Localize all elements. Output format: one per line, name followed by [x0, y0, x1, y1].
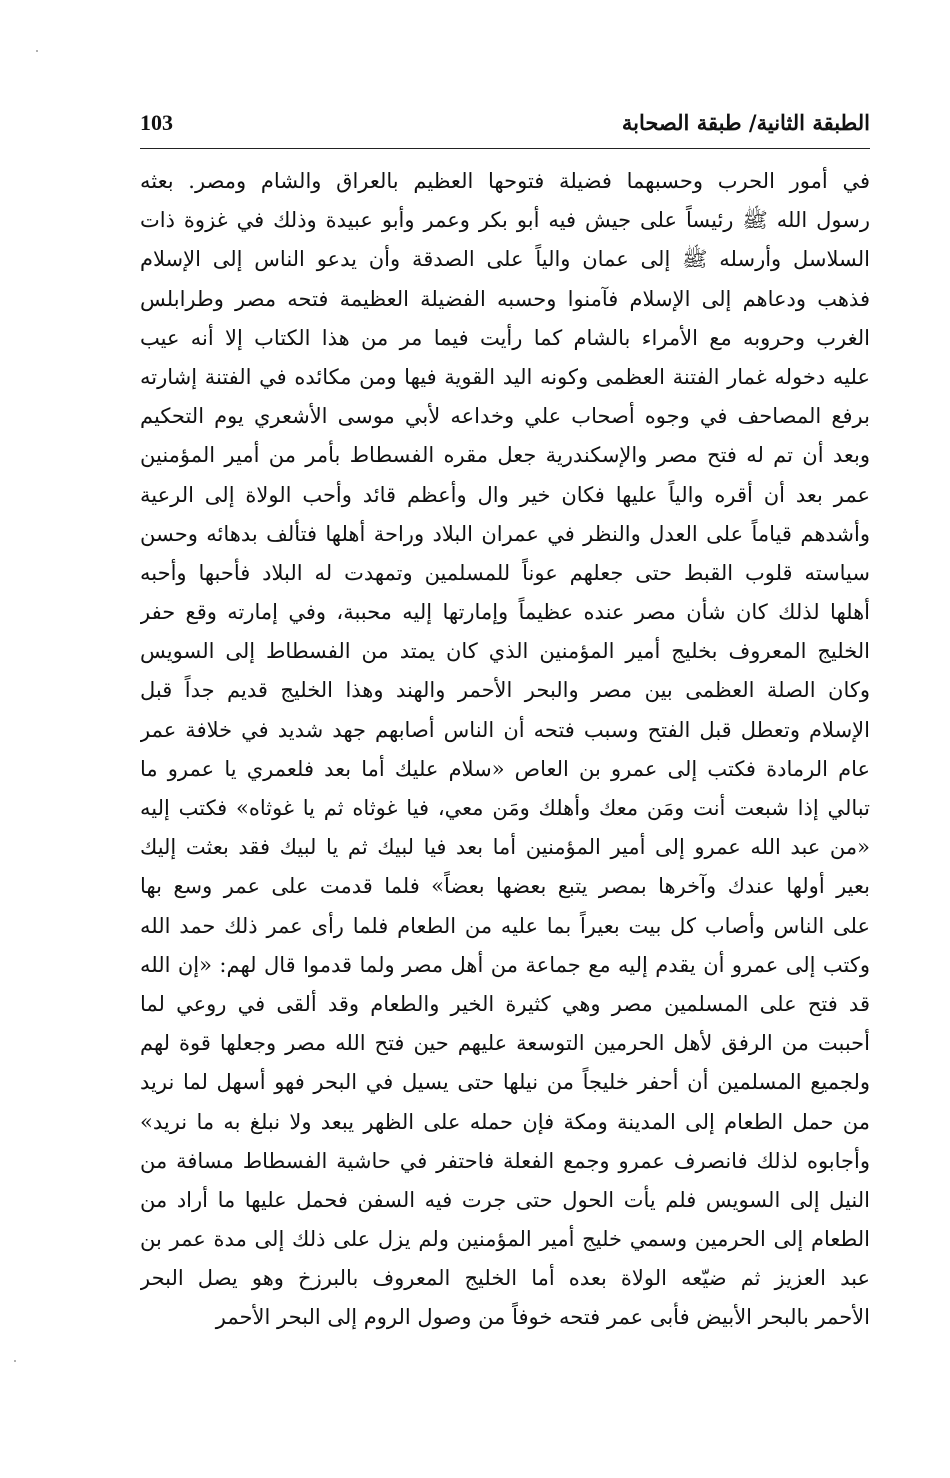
text-line: السلاسل وأرسله ﷺ إلى عمان والياً على الصدقة وأن يدعو الناس إلى الإسلام — [140, 247, 870, 272]
text-line: ولجميع المسلمين أن أحفر خليجاً من نيلها حتى يسيل في البحر فهو أسهل لما نريد — [140, 1070, 870, 1095]
text-line: برفع المصاحف في وجوه أصحاب علي وخداعه لأبي موسى الأشعري يوم التحكيم — [140, 404, 870, 429]
text-line: فذهب ودعاهم إلى الإسلام فآمنوا وحسبه الفضيلة العظيمة فتحه مصر وطرابلس — [140, 286, 870, 311]
text-line: وكان الصلة العظمى بين مصر والبحر الأحمر والهند وهذا الخليج قديم جداً قبل — [140, 678, 870, 703]
running-title: الطبقة الثانية/ طبقة الصحابة — [621, 110, 870, 135]
text-line: النيل إلى السويس فلم يأت الحول حتى جرت فيه السفن فحمل عليها ما أراد من — [140, 1187, 870, 1212]
text-line: الخليج المعروف بخليج أمير المؤمنين الذي كان يمتد من الفسطاط إلى السويس — [140, 639, 870, 664]
text-line: وكتب إلى عمرو أن يقدم إليه مع جماعة من أهل مصر ولما قدموا قال لهم: «إن الله — [140, 952, 870, 977]
text-line: رسول الله ﷺ رئيساً على جيش فيه أبو بكر وعمر وأبو عبيدة وذلك في غزوة ذات — [140, 208, 870, 233]
text-line: عليه دخوله غمار الفتنة العظمى وكونه اليد القوية فيها ومن مكائده في الفتنة إشارته — [140, 364, 870, 389]
text-line: عام الرمادة فكتب إلى عمرو بن العاص «سلام عليك أما بعد فلعمري يا عمرو ما — [140, 756, 870, 781]
text-line: عمر بعد أن أقره والياً عليها فكان خير وال وأعظم قائد وأحب الولاة إلى الرعية — [140, 482, 870, 507]
text-line: الغرب وحروبه مع الأمراء بالشام كما رأيت فيما مر من هذا الكتاب إلا أنه عيب — [140, 325, 870, 350]
scan-speck — [14, 1360, 16, 1362]
text-line: الأحمر بالبحر الأبيض فأبى عمر فتحه خوفاً من وصول الروم إلى البحر الأحمر — [215, 1305, 870, 1330]
text-line: أحببت من الرفق لأهل الحرمين التوسعة عليهم حين فتح الله مصر وجعلها قوة لهم — [140, 1031, 870, 1056]
page-header — [140, 108, 870, 144]
text-line: وبعد أن تم له فتح مصر والإسكندرية جعل مقره الفسطاط بأمر من أمير المؤمنين — [140, 443, 870, 468]
page-number: 103 — [140, 110, 173, 135]
text-line: الإسلام وتعطل قبل الفتح وسبب فتحه أن الناس أصابهم جهد شديد في خلافة عمر — [140, 717, 870, 742]
body-text — [140, 162, 870, 1338]
text-line: «من عبد الله عمرو إلى أمير المؤمنين أما بعد فيا لبيك ثم يا لبيك فقد بعثت إليك — [140, 835, 870, 860]
text-line: في أمور الحرب وحسبهما فضيلة فتوحها العظيم بالعراق والشام ومصر. بعثه — [140, 169, 870, 193]
header-rule — [140, 148, 870, 149]
text-line: سياسته قلوب القبط حتى جعلهم عوناً للمسلمين وتمهدت له البلاد فأحبها وأحبه — [140, 560, 870, 585]
text-line: بعير أولها عندك وآخرها بمصر يتبع بعضها بعضاً» فلما قدمت على عمر وسع بها — [140, 874, 870, 899]
text-line: وأشدهم قياماً على العدل والنظر في عمران البلاد وراحة أهلها فتألف بدهائه وحسن — [140, 521, 870, 546]
text-line: تبالي إذا شبعت أنت ومَن معك وأهلك ومَن معي، فيا غوثاه ثم يا غوثاه» فكتب إليه — [140, 796, 870, 820]
text-line: من حمل الطعام إلى المدينة ومكة فإن حمله على الظهر يبعد ولا نبلغ به ما نريد» — [140, 1109, 870, 1134]
text-line: قد فتح على المسلمين مصر وهي كثيرة الخير والطعام وقد ألقى في روعي لما — [140, 991, 870, 1016]
text-line: الطعام إلى الحرمين وسمي خليج أمير المؤمنين ولم يزل على ذلك إلى مدة عمر بن — [140, 1227, 870, 1252]
scan-speck — [36, 50, 38, 52]
text-line: أهلها لذلك كان شأن مصر عنده عظيماً وإمارتها إليه محببة، وفي إمارته وقع حفر — [140, 600, 870, 625]
text-line: وأجابوه لذلك فانصرف عمرو وجمع الفعلة فاحتفر في حاشية الفسطاط مسافة من — [140, 1148, 870, 1173]
text-line: عبد العزيز ثم ضيّعه الولاة بعده أما الخليج المعروف بالبرزخ وهو يصل البحر — [140, 1266, 870, 1291]
text-line: على الناس وأصاب كل بيت بعيراً بما عليه من الطعام فلما رأى عمر ذلك حمد الله — [140, 913, 870, 938]
